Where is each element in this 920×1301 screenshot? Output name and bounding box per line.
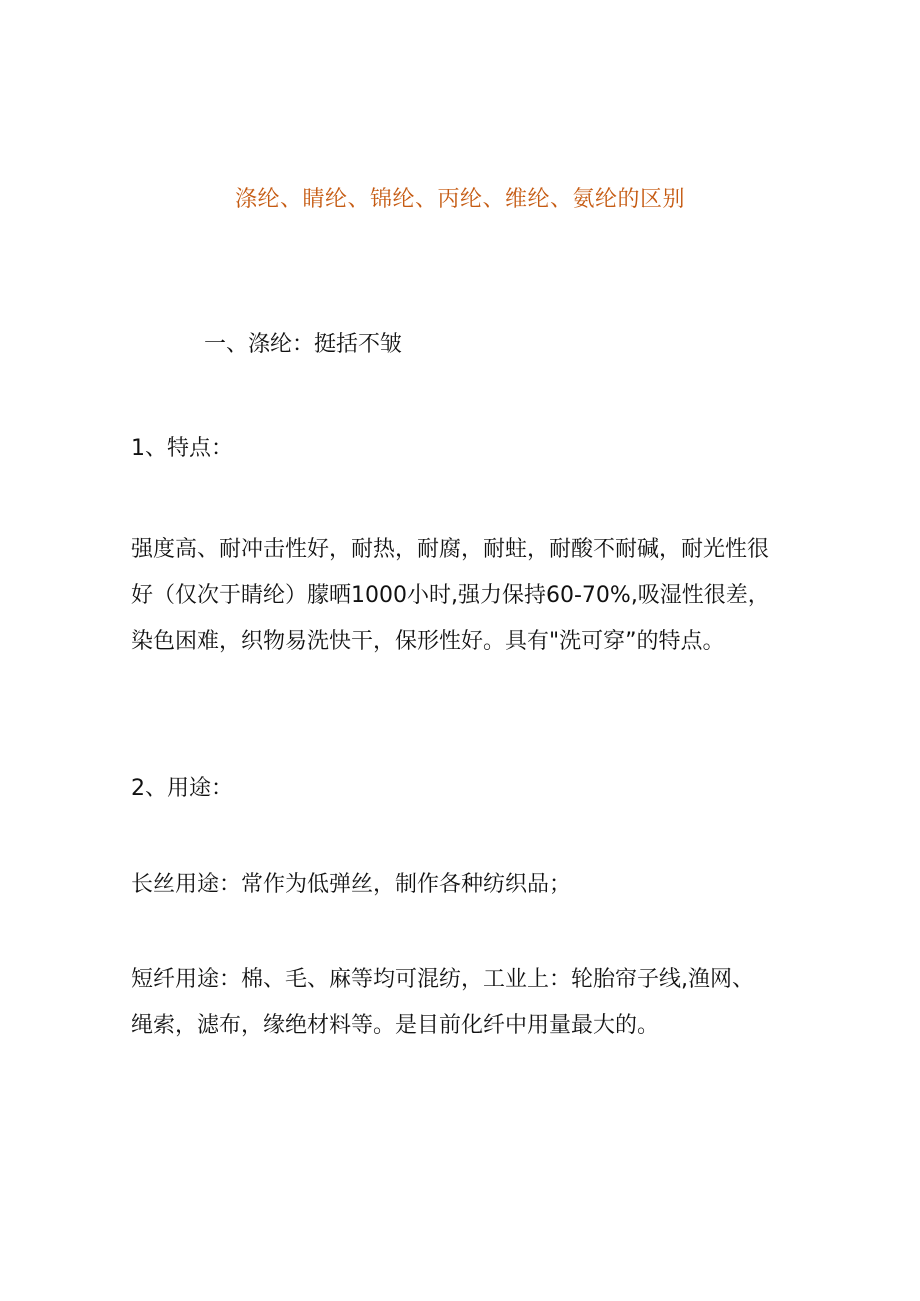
filament-use-line: 长丝用途：常作为低弹丝，制作各种纺织品； bbox=[131, 872, 572, 897]
features-line: 强度高、耐冲击性好，耐热，耐腐，耐蛀，耐酸不耐碱，耐光性很 bbox=[131, 537, 770, 562]
staple-use-line: 绳索，滤布，缘绝材料等。是目前化纤中用量最大的。 bbox=[131, 1013, 660, 1038]
features-line: 染色困难，织物易洗快干，保形性好。具有"洗可穿”的特点。 bbox=[131, 629, 725, 654]
uses-heading: 2、用途： bbox=[131, 776, 233, 801]
features-paragraph bbox=[131, 527, 811, 665]
section-heading-polyester: 一、涤纶：挺括不皱 bbox=[204, 332, 403, 357]
features-heading: 1、特点： bbox=[131, 436, 233, 461]
staple-use-paragraph bbox=[131, 957, 811, 1049]
document-title: 涤纶、睛纶、锦纶、丙纶、维纶、氨纶的区别 bbox=[234, 187, 685, 212]
features-line: 好（仅次于睛纶）朦晒1000小时,强力保持60-70%,吸湿性很差， bbox=[131, 583, 770, 608]
filament-use-paragraph bbox=[131, 862, 811, 908]
staple-use-line: 短纤用途：棉、毛、麻等均可混纺，工业上：轮胎帘子线,渔网、 bbox=[131, 967, 754, 992]
